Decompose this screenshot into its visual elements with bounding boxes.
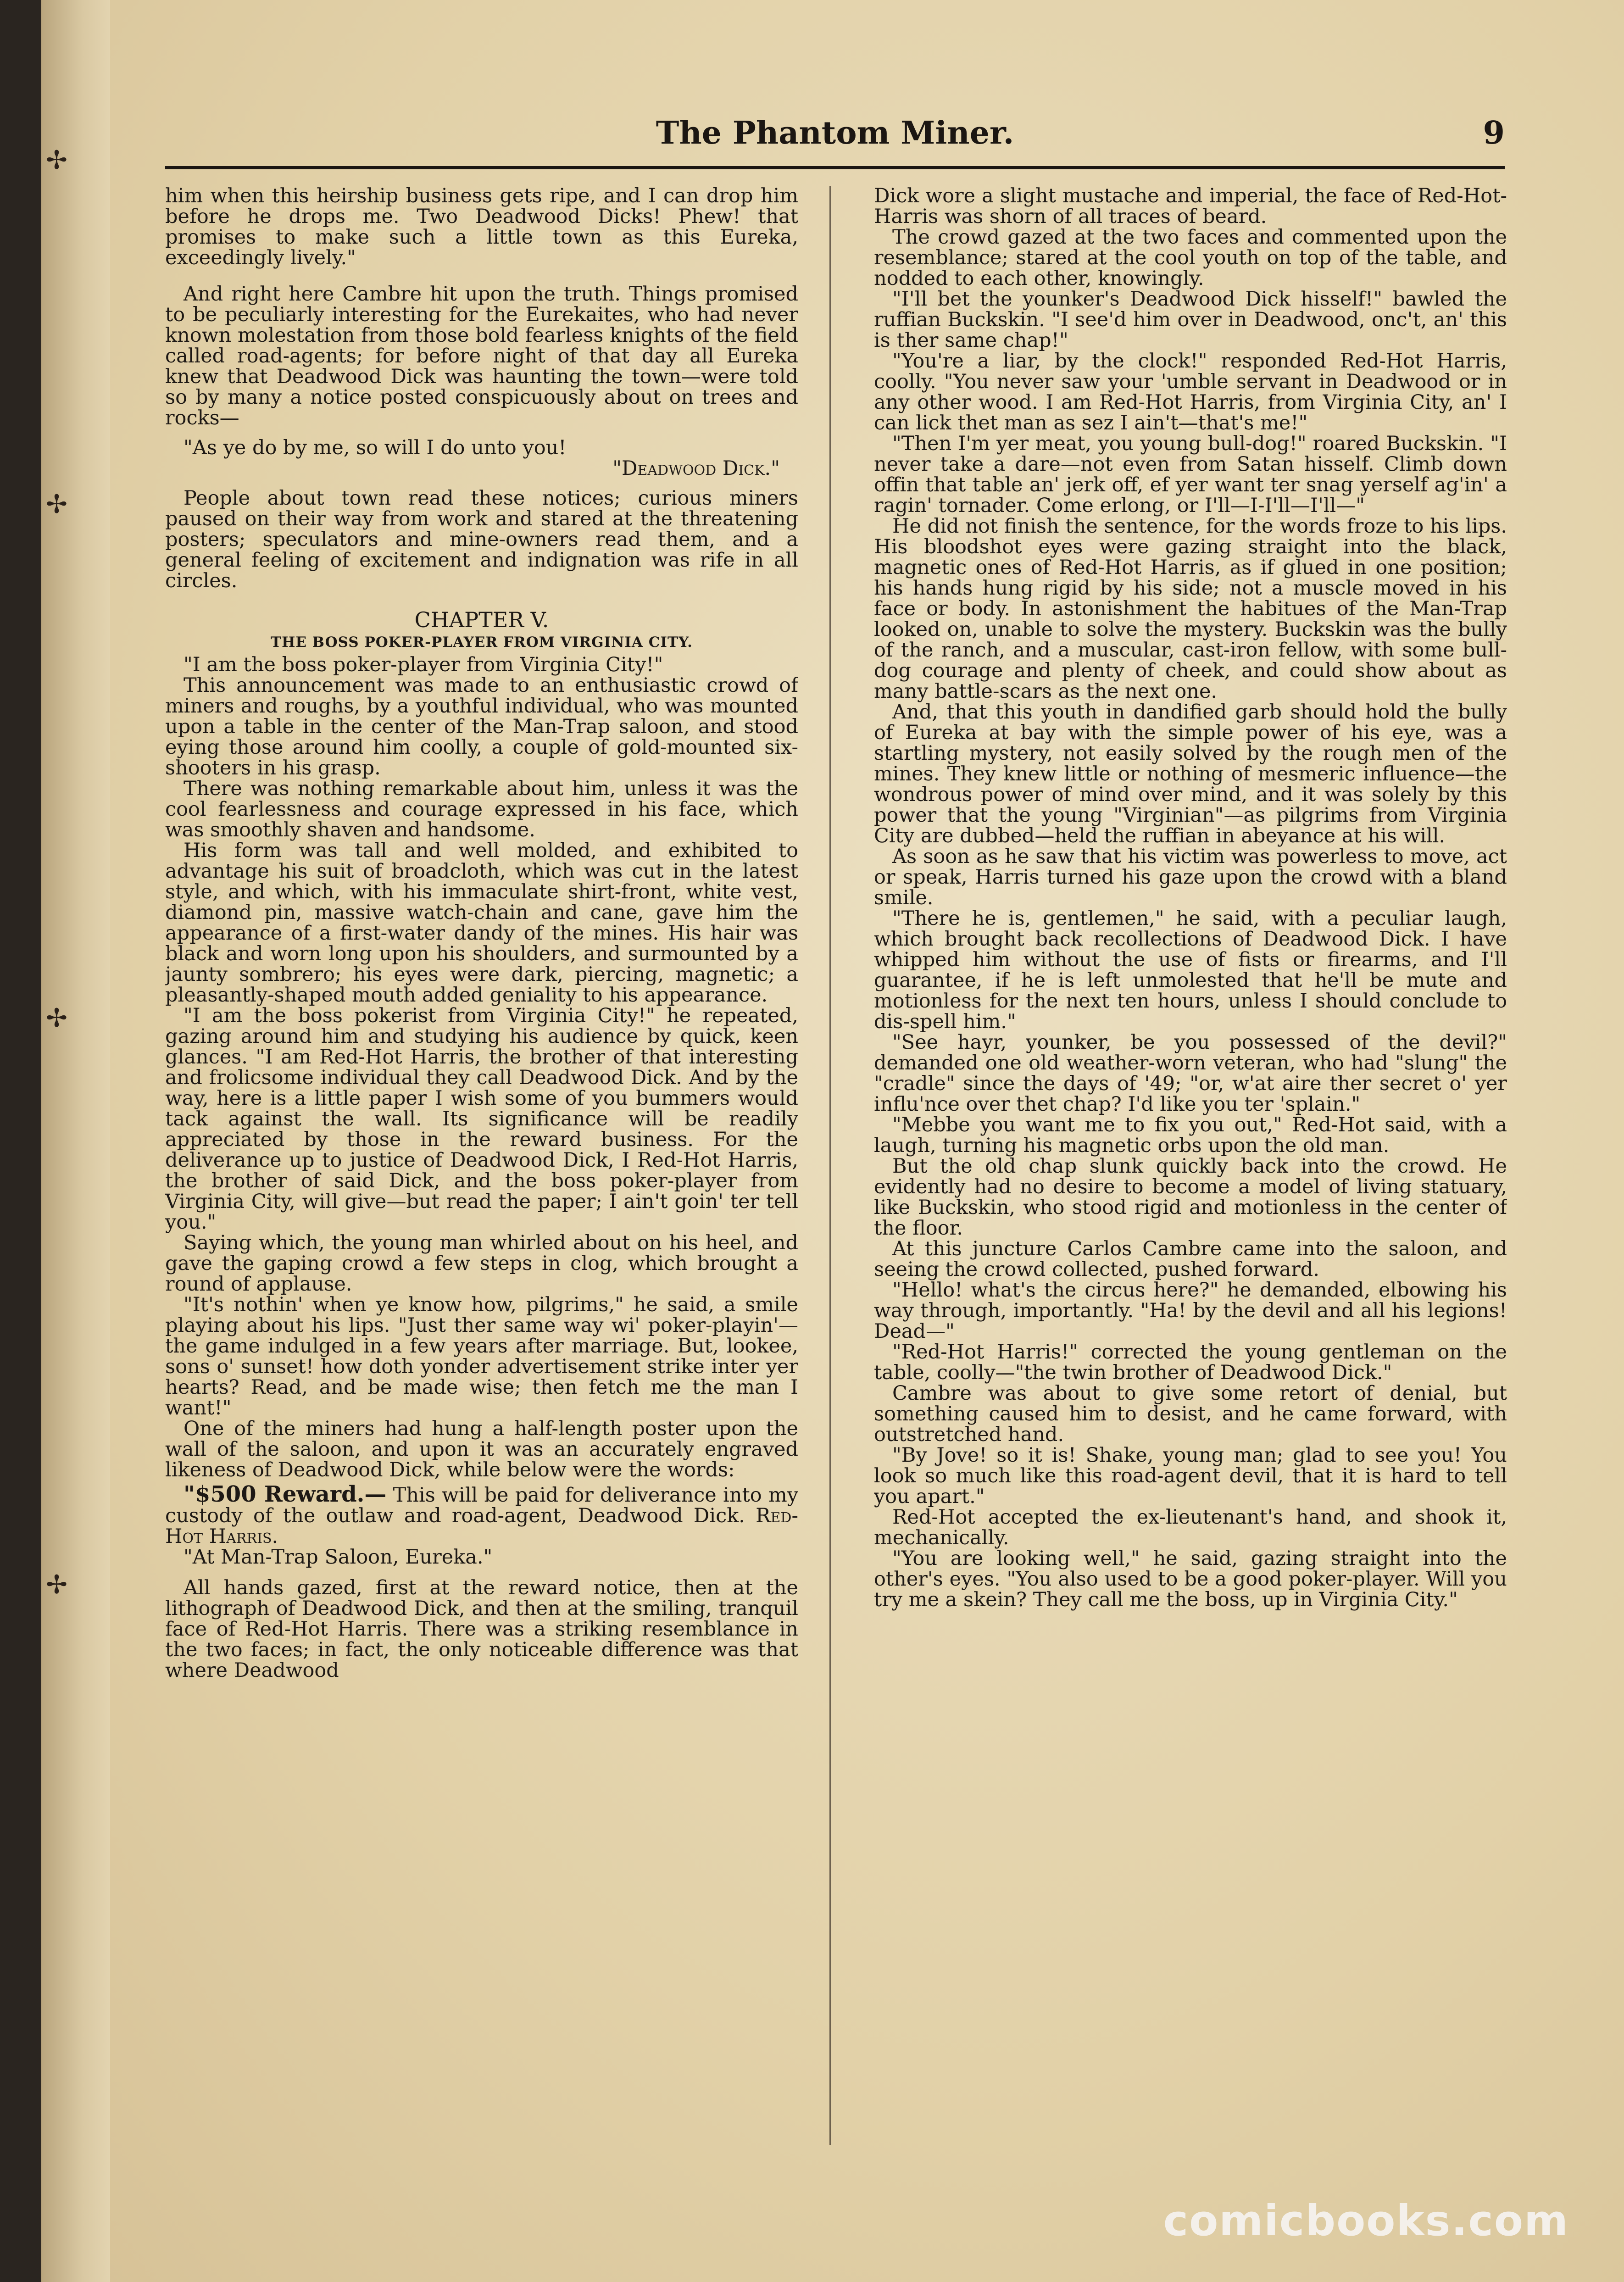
paragraph: "Then I'm yer meat, you young bull-dog!" roared Buckskin. "I never take a dare—not even from Satan hisself. Climb down offin that table an' jerk off, ef yer want ter snag yerself ag'in' a ragin' tornader. Come erlong, or I'll—I-I'll—I'll—" (874, 432, 1507, 517)
paragraph: There was nothing remarkable about him, unless it was the cool fearlessness and courage expressed in his face, which was smoothly shaven and handsome. (165, 777, 798, 841)
paragraph: Red-Hot accepted the ex-lieutenant's hand, and shook it, mechanically. (874, 1506, 1507, 1549)
page-number: 9 (1483, 115, 1505, 151)
reward-signature: Red-Hot Harris. (165, 1504, 798, 1548)
paragraph: Cambre was about to give some retort of denial, but something caused him to desist, and he came forward, with outstretched hand. (874, 1382, 1507, 1446)
paragraph: "See hayr, younker, be you possessed of the devil?" demanded one old weather-worn veteran, who had "slung" the "cradle" since the days of '49; "or, w'at aire ther secret o' yer influ'nce over thet chap? I'd like you ter 'splain." (874, 1031, 1507, 1116)
binding-stitch-icon: ✢ (46, 490, 67, 519)
paragraph: All hands gazed, first at the reward notice, then at the lithograph of Deadwood Dick, and then at the smiling, tranquil face of Red-Hot Harris. There was a striking resemblance in the two faces; in fact, the only noticeable difference was that where Deadwood (165, 1576, 798, 1682)
paragraph: This announcement was made to an enthusiastic crowd of miners and roughs, by a youthful individual, who was mounted upon a table in the center of the Man-Trap saloon, and stood eying those around him coolly, a couple of gold-mounted six-shooters in his grasp. (165, 674, 798, 779)
notice-text: "As ye do by me, so will I do unto you! (184, 436, 567, 459)
paragraph: His form was tall and well molded, and exhibited to advantage his suit of broadcloth, which was cut in the latest style, and which, with his immaculate shirt-front, white vest, diamond pin, massive watch-chain and cane, gave him the appearance of a first-water dandy of the mines. His hair was black and worn long upon his shoulders, and surmounted by a jaunty sombrero; his eyes were dark, piercing, magnetic; a pleasantly-shaped mouth added geniality to his appearance. (165, 839, 798, 1007)
binding-stitch-icon: ✢ (46, 1570, 67, 1600)
paragraph: At this juncture Carlos Cambre came into the saloon, and seeing the crowd collected, pushed forward. (874, 1237, 1507, 1281)
site-watermark: comicbooks.com (1163, 2196, 1569, 2245)
paragraph: Saying which, the young man whirled about on his heel, and gave the gaping crowd a few steps in clog, which brought a round of applause. (165, 1231, 798, 1296)
paragraph: "I'll bet the younker's Deadwood Dick hisself!" bawled the ruffian Buckskin. "I see'd him over in Deadwood, onc't, an' this is ther same chap!" (874, 288, 1507, 352)
left-column (165, 186, 798, 2145)
paragraph: "Red-Hot Harris!" corrected the young gentleman on the table, coolly—"the twin brother of Deadwood Dick." (874, 1341, 1507, 1384)
paragraph: And right here Cambre hit upon the truth. Things promised to be peculiarly interesting for the Eurekaites, who had never known molestation from those bold fearless knights of the field called road-agents; for before night of that day all Eureka knew that Deadwood Dick was haunting the town—were told so by many a notice posted conspicuously about on trees and rocks— (165, 283, 798, 429)
paragraph: He did not finish the sentence, for the words froze to his lips. His bloodshot eyes were gazing straight into the black, magnetic ones of Red-Hot Harris, as if glued in one position; his hands hung rigid by his side; not a muscle moved in his face or body. In astonishment the habitues of the Man-Trap looked on, unable to solve the mystery. Buckskin was the bully of the ranch, and a muscular, cast-iron fellow, with some bull-dog courage and plenty of cheek, and could show about as many battle-scars as the next one. (874, 515, 1507, 703)
reward-heading: "$500 Reward.— (184, 1481, 387, 1507)
notice-signature: "Deadwood Dick." (612, 457, 780, 480)
paragraph: "By Jove! so it is! Shake, young man; glad to see you! You look so much like this road-agent devil, that it is hard to tell you apart." (874, 1444, 1507, 1508)
paragraph: And, that this youth in dandified garb should hold the bully of Eureka at bay with the simple power of his eye, was a startling mystery, not easily solved by the rough men of the mines. They knew little or nothing of mesmeric influence—the wondrous power of mind over mind, and it was solely by this power that the young "Virginian"—as pilgrims from Virginia City are dubbed—held the ruffian in abeyance at his will. (874, 701, 1507, 847)
reward-location: "At Man-Trap Saloon, Eureka." (184, 1546, 493, 1569)
header-rule (165, 166, 1505, 169)
running-header (165, 115, 1505, 165)
page-binding (41, 0, 110, 2282)
binding-stitch-icon: ✢ (46, 145, 67, 175)
binding-stitch-icon: ✢ (46, 1003, 67, 1033)
paragraph: The crowd gazed at the two faces and commented upon the resemblance; stared at the cool youth on top of the table, and nodded to each other, knowingly. (874, 226, 1507, 290)
reward-notice (165, 1481, 798, 1548)
chapter-subtitle: THE BOSS POKER-PLAYER FROM VIRGINIA CITY. (271, 634, 693, 651)
paragraph: As soon as he saw that his victim was powerless to move, act or speak, Harris turned his gaze upon the crowd with a bland smile. (874, 845, 1507, 909)
reward-body: This will be paid for deliverance into my custody of the outlaw and road-agent, Deadwood Dick. (165, 1484, 798, 1527)
paragraph: "Mebbe you want me to fix you out," Red-Hot said, with a laugh, turning his magnetic orbs upon the old man. (874, 1113, 1507, 1157)
paragraph: "I am the boss poker-player from Virginia City!" (184, 653, 663, 676)
paragraph: But the old chap slunk quickly back into the crowd. He evidently had no desire to become a model of living statuary, like Buckskin, who stood rigid and motionless in the center of the floor. (874, 1155, 1507, 1240)
paragraph: "There he is, gentlemen," he said, with a peculiar laugh, which brought back recollections of Deadwood Dick. I have whipped him without the use of fists or firearms, and I'll guarantee, if he is left unmolested that he'll be mute and motionless for the next ten hours, unless I should conclude to dis-spell him." (874, 907, 1507, 1033)
paragraph: People about town read these notices; curious miners paused on their way from work and stared at the threatening posters; speculators and mine-owners read them, and a general feeling of excitement and indignation was rife in all circles. (165, 487, 798, 592)
paragraph: "Hello! what's the circus here?" he demanded, elbowing his way through, importantly. "Ha! by the devil and all his legions! Dead—" (874, 1279, 1507, 1343)
paragraph: "You are looking well," he said, gazing straight into the other's eyes. "You also used to be a good poker-player. Will you try me a skein? They call me the boss, up in Virginia City." (874, 1547, 1507, 1611)
running-title: The Phantom Miner. (656, 115, 1014, 151)
right-column (874, 186, 1507, 2145)
paragraph: "It's nothin' when ye know how, pilgrims," he said, a smile playing about his lips. "Just ther same way wi' poker-playin'—the game indulged in a few years after marriage. But, lookee, sons o' sunset! how doth yonder advertisement strike inter yer hearts? Read, and be made wise; then fetch me the man I want!" (165, 1293, 798, 1419)
paragraph: "I am the boss pokerist from Virginia City!" he repeated, gazing around him and studying his audience by quick, keen glances. "I am Red-Hot Harris, the brother of that interesting and frolicsome individual they call Deadwood Dick. And by the way, here is a little paper I wish some of you bummers would tack against the wall. Its significance will be readily appreciated by those in the reward business. For the deliverance up to justice of Deadwood Dick, I Red-Hot Harris, the brother of said Dick, and the boss poker-player from Virginia City, will give—but read the paper; I ain't goin' ter tell you." (165, 1004, 798, 1234)
column-divider (829, 186, 831, 2145)
paragraph: "You're a liar, by the clock!" responded Red-Hot Harris, coolly. "You never saw your 'umble servant in Deadwood or in any other wood. I am Red-Hot Harris, from Virginia City, an' I can lick thet man as sez I ain't—that's me!" (874, 350, 1507, 434)
paragraph: him when this heirship business gets ripe, and I can drop him before he drops me. Two Deadwood Dicks! Phew! that promises to make such a little town as this Eureka, exceedingly lively." (165, 186, 798, 269)
paragraph: One of the miners had hung a half-length poster upon the wall of the saloon, and upon it was an accurately engraved likeness of Deadwood Dick, while below were the words: (165, 1417, 798, 1481)
paragraph: Dick wore a slight mustache and imperial, the face of Red-Hot-Harris was shorn of all traces of beard. (874, 186, 1507, 228)
chapter-title: CHAPTER V. (414, 607, 549, 632)
